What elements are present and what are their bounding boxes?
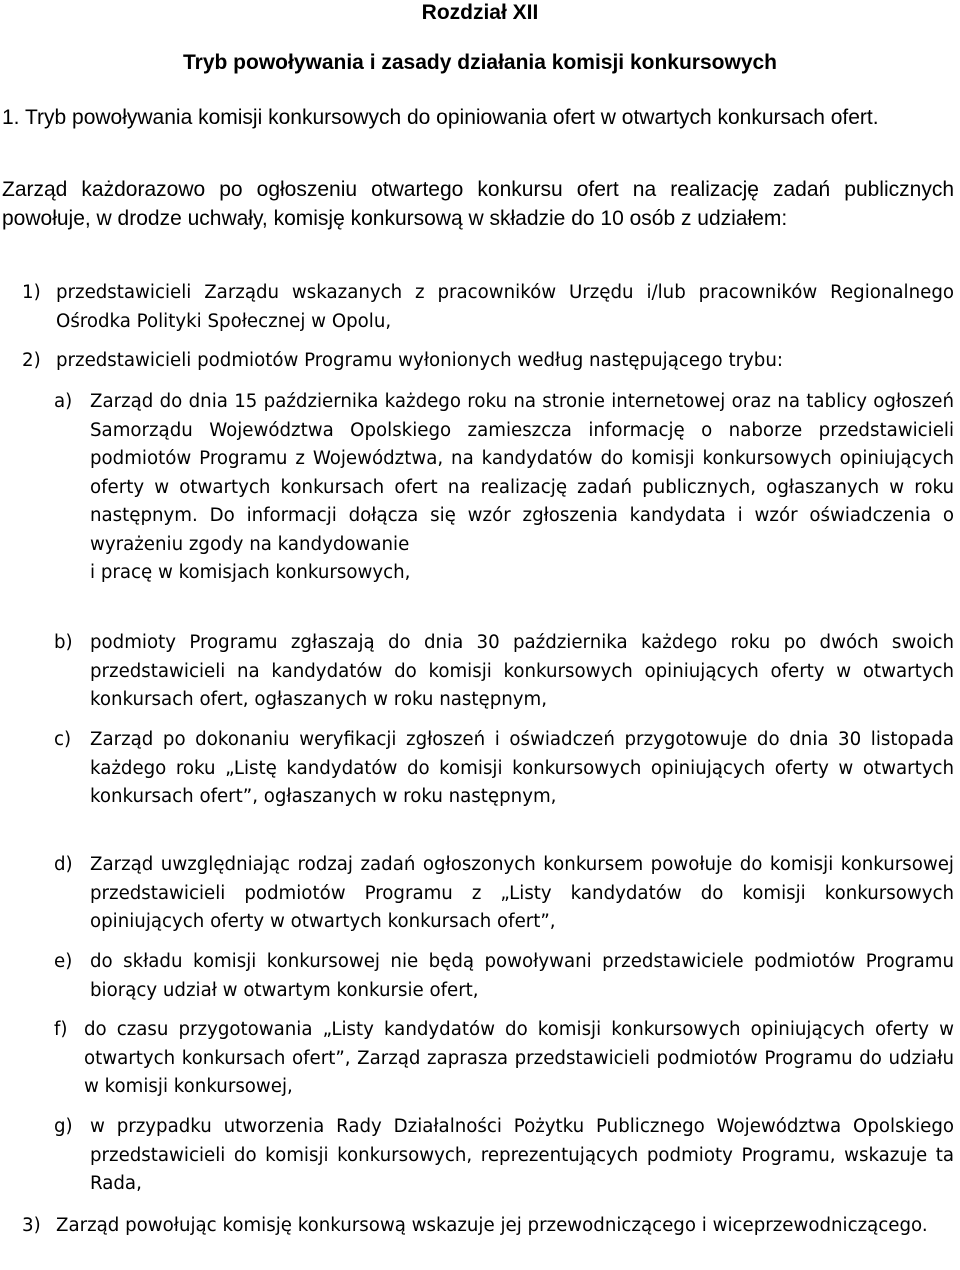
list-item-text: Zarząd powołując komisję konkursową wskazuje jej przewodniczącego i wiceprzewodniczącego. — [56, 1215, 928, 1236]
sub-list-item-text: Zarząd uwzględniając rodzaj zadań ogłoszonych konkursem powołuje do komisji konkursowej przedstawicieli podmiotów Programu z „Listy kandydatów do komisji konkursowych opiniujących oferty w otwartych konkursach ofert”, — [90, 854, 954, 932]
sub-list-item — [54, 726, 954, 812]
sub-list-item-marker: b) — [54, 632, 73, 653]
sub-list-item-marker: d) — [54, 854, 73, 875]
sub-list-item-marker: a) — [54, 391, 73, 412]
list-item-marker: 3) — [22, 1215, 41, 1236]
sub-list-item-text-continued: i pracę w komisjach konkursowych, — [90, 562, 411, 583]
list-item — [22, 279, 954, 336]
list-item-text: przedstawicieli Zarządu wskazanych z pracowników Urzędu i/lub pracowników Regionalnego Ośrodka Polityki Społecznej w Opolu, — [56, 282, 954, 332]
chapter-subtitle: Tryb powoływania i zasady działania komisji konkursowych — [182, 51, 778, 74]
list-item-marker: 1) — [22, 282, 41, 303]
sub-list-item-text: podmioty Programu zgłaszają do dnia 30 października każdego roku po dwóch swoich przedstawicieli na kandydatów do komisji konkursowych opiniujących oferty w otwartych konkursach ofert, ogłaszanych w roku następnym, — [90, 632, 954, 710]
sub-list-item-text: Zarząd do dnia 15 października każdego roku na stronie internetowej oraz na tablicy ogłoszeń Samorządu Województwa Opolskiego zamieszcza informację o naborze przedstawicieli podmiotów Programu z Województwa, na kandydatów do komisji konkursowych opiniujących oferty w otwartych konkursach ofert na realizację zadań publicznych, ogłaszanych w roku następnym. Do informacji dołącza się wzór zgłoszenia kandydata i wzór oświadczenia o wyrażeniu zgody na kandydowanie — [90, 391, 954, 555]
list-item — [22, 1212, 954, 1241]
section-heading-text: 1. Tryb powoływania komisji konkursowych do opiniowania ofert w otwartych konkursach ofert. — [2, 106, 879, 129]
sub-list-item — [54, 388, 954, 588]
section-intro — [2, 175, 954, 233]
sub-list-item-text: do czasu przygotowania „Listy kandydatów do komisji konkursowych opiniujących oferty w otwartych konkursach ofert”, Zarząd zaprasza przedstawicieli podmiotów Programu do udziału w komisji konkursowej, — [84, 1019, 954, 1097]
list-item-marker: 2) — [22, 350, 41, 371]
sub-list-item-text: Zarząd po dokonaniu weryfikacji zgłoszeń i oświadczeń przygotowuje do dnia 30 listopada każdego roku „Listę kandydatów do komisji konkursowych opiniujących oferty w otwartych konkursach ofert”, ogłaszanych w roku następnym, — [90, 729, 954, 807]
sub-list-item-marker: c) — [54, 729, 72, 750]
section-heading — [2, 103, 954, 132]
chapter-title: Rozdział XII — [421, 1, 539, 24]
sub-list-item-text: w przypadku utworzenia Rady Działalności Pożytku Publicznego Województwa Opolskiego przedstawicieli do komisji konkursowych, reprezentujących podmioty Programu, wskazuje ta Rada, — [90, 1116, 954, 1194]
sub-list-item — [54, 1113, 954, 1199]
sub-list-item — [54, 948, 954, 1005]
sub-list-item — [54, 1016, 954, 1102]
sub-list-item-text: do składu komisji konkursowej nie będą powoływani przedstawiciele podmiotów Programu biorący udział w otwartym konkursie ofert, — [90, 951, 954, 1001]
list-item-text: przedstawicieli podmiotów Programu wyłonionych według następującego trybu: — [56, 350, 784, 371]
list-item — [22, 347, 954, 376]
section-intro-text: Zarząd każdorazowo po ogłoszeniu otwartego konkursu ofert na realizację zadań publicznych powołuje, w drodze uchwały, komisję konkursową w składzie do 10 osób z udziałem: — [2, 178, 954, 230]
sub-list-item — [54, 851, 954, 937]
sub-list-item — [54, 629, 954, 715]
sub-list-item-marker: e) — [54, 951, 73, 972]
sub-list-item-marker: g) — [54, 1116, 73, 1137]
sub-list-item-marker: f) — [54, 1019, 68, 1040]
